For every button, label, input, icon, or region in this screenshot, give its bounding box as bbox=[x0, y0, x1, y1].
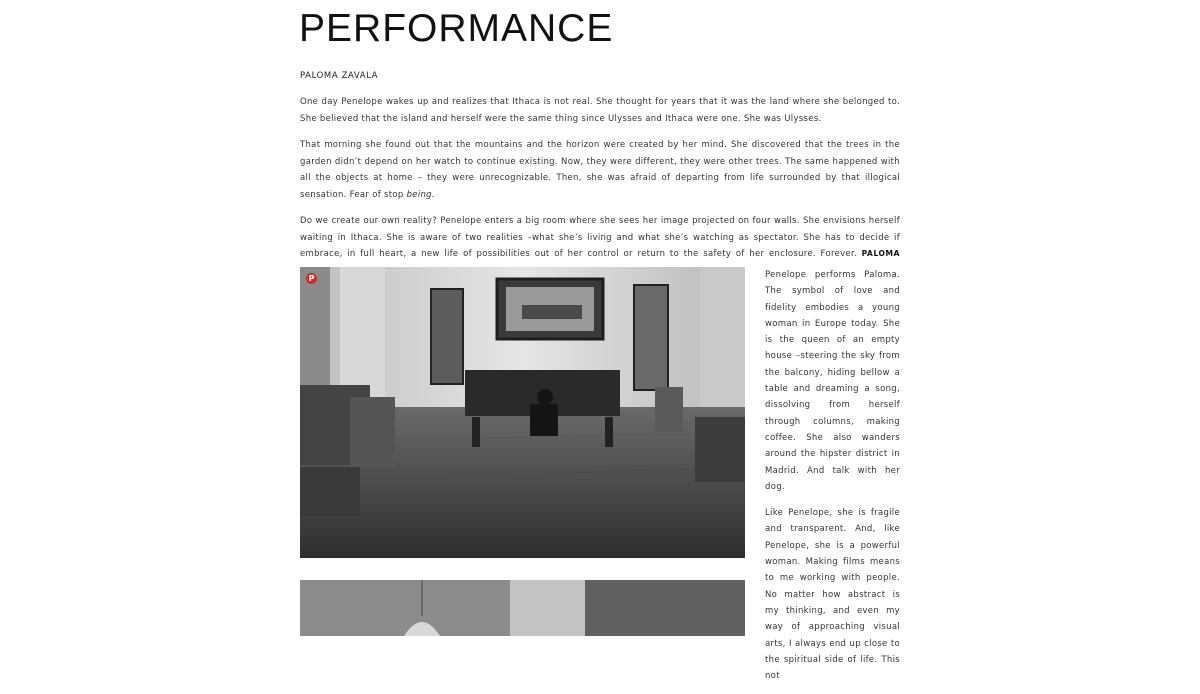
intro-text bbox=[300, 94, 900, 289]
intro-paragraph-text: Do we create our own reality? Penelope enters a big room where she sees her image projected on four walls. She envisions herself waiting in Ithaca. She is aware of two realities –what she’s living and what she’s watching as spectator. She has to decide if embrace, in full heart, a new life of possibilities out of her control or return to the safety of her enclosure. Forever. bbox=[300, 216, 900, 259]
author-name: PALOMA ZAVALA bbox=[300, 71, 379, 81]
room-scene-image bbox=[300, 267, 745, 558]
pinterest-save-icon[interactable]: P bbox=[306, 273, 317, 284]
sidebar-paragraph: Penelope performs Paloma. The symbol of love and fidelity embodies a young woman in Europe today. She is the queen of an empty house –steering the sky from the balcony, hiding bellow a table and dreaming a song, dissolving from herself through columns, making coffee. She also wanders around the hipster district in Madrid. And talk with her dog. bbox=[765, 270, 900, 492]
page-title: PERFORMANCE bbox=[299, 7, 614, 50]
signature: PALOMA bbox=[861, 249, 900, 258]
intro-paragraph-text: That morning she found out that the mountains and the horizon were created by her mind. She discovered that the trees in the garden didn’t depend on her watch to continue existing. Now, they were different, they were other trees. The same happened with all the objects at home – they were unrecognizable. Then, she was afraid of departing from life surrounded by that illogical sensation. Fear of stop bbox=[300, 140, 900, 200]
intro-paragraph: One day Penelope wakes up and realizes that Ithaca is not real. She thought for years that it was the land where she belonged to. She believed that the island and herself were the same thing since Ulysses and Ithaca were one. She was Ulysses. bbox=[300, 97, 900, 124]
sidebar-text bbox=[765, 267, 900, 694]
sidebar-paragraph: Like Penelope, she is fragile and transparent. And, like Penelope, she is a powerful woman. Making films means to me working with people. No matter how abstract is my thinking, and even my way of approaching visual arts, I always end up close to the spiritual side of life. This not bbox=[765, 508, 900, 682]
performance-photo[interactable] bbox=[300, 580, 745, 636]
performance-photo[interactable] bbox=[300, 267, 745, 558]
intro-emphasis: being. bbox=[406, 189, 435, 200]
second-photo-image bbox=[300, 580, 745, 636]
intro-paragraph bbox=[300, 137, 900, 203]
